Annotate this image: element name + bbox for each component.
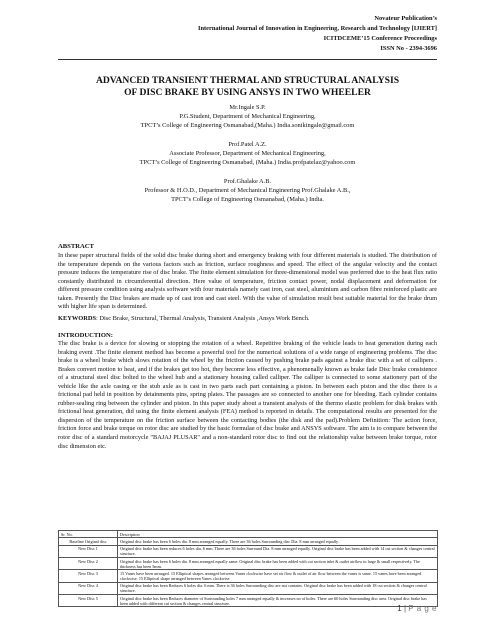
- author-list: [58, 103, 437, 213]
- table-cell: New Disc 2: [59, 557, 118, 569]
- introduction-heading: INTRODUCTION:: [58, 332, 113, 339]
- table-header-row: [59, 531, 438, 538]
- keywords-label: KEYWORDS: [58, 315, 96, 322]
- table-cell: New Disc 4: [59, 582, 118, 594]
- table-cell: New Disc 1: [59, 545, 118, 557]
- table-row: [59, 595, 438, 607]
- abstract-heading: ABSTRACT: [58, 243, 94, 250]
- title-line-1: ADVANCED TRANSIENT THERMAL AND STRUCTURAL ANALYSIS: [95, 75, 400, 86]
- author-role: P.G.Student, Department of Mechanical Engineering,: [179, 113, 316, 121]
- author-role: Associate Professor, Department of Mechanical Engineering,: [169, 149, 326, 157]
- disc-variants-table: [58, 530, 438, 607]
- table-cell: Original disc brake has been Reduces 6 holes dia. 6 mm. There is 36 holes Surrounding disc are not contains. Original disc brake has been added with 18 cut section & changes central structure.: [118, 582, 438, 594]
- table-row: [59, 557, 438, 569]
- table-row: [59, 582, 438, 594]
- table-cell: Original disc brake has been reduces 6 holes dia. 6 mm. There are 36 holes Surround Dia. 8 mm arranged equally. Original disc brake has been added with 14 cut section & changes central structure.: [118, 545, 438, 557]
- conference-name: ICITDCEME’15 Conference Proceedings: [323, 35, 437, 42]
- title-line-2: OF DISC BRAKE BY USING ANSYS IN TWO WHEELER: [124, 86, 371, 98]
- page-number: 1: [397, 604, 402, 613]
- author-affiliation: TPCT’s College of Engineering Osmanabad, (Maha.) India.: [171, 195, 324, 203]
- publisher-name: Novateur Publication’s: [374, 15, 437, 22]
- table-cell: Original disc brake has been Reduces diameter of Surrounding holes 7 mm arranged equally & increases no of holes. There are 60 holes Surrounding disc area. Original disc brake has been added with different cut section & changes central structure.: [118, 595, 438, 607]
- author-role: Professor & H.O.D., Department of Mechanical Engineering Prof.Ghalake A.B.,: [144, 186, 351, 194]
- author-name: Prof.Patel A.Z.: [228, 140, 267, 148]
- table-cell: Original disc brake has been 6 holes dia. 8 mm arranged equally. There are 36 holes Surrounding disc Dia. 8 mm arranged equally.: [118, 538, 438, 545]
- table-row: [59, 570, 438, 582]
- keywords-line: [58, 315, 437, 322]
- page-footer: [397, 604, 437, 613]
- table-row: [59, 545, 438, 557]
- keywords-text: : Disc Brake, Structural, Thermal Analysis, Transient Analysis ,Ansys Work Bench.: [96, 315, 310, 322]
- author-name: Mr.Ingale S.P.: [229, 104, 266, 111]
- table-cell: New Disc 3: [59, 570, 118, 582]
- introduction-text: The disc brake is a device for slowing or stopping the rotation of a wheel. Repetitive braking of the vehicle leads to heat generation during each braking event .The finite element method has become a powerful tool for the numerical solutions of a wide range of engineering problems. The disc brake is a wheel brake which slows rotation of the wheel by the friction caused by pushing brake pads against a brake disc with a set of callipers . Brakes convert motion to heat, and if the brakes get too hot, they become less effective, a phenomenally known as brake fade Disc brake consistence of a structural steel disc bolted to the wheel hub and a stationary housing called calliper. The calliper is connected to some stationery part of the vehicle like the axle casing or the stub axle as is cast in two parts each part containing a piston. In between each piston and the disc there is a frictional pad held in position by detainments pins, spring plates. The passages are so connected to another one for bleeding. Each cylinder contains rubber-sealing ring between the cylinder and piston. In this paper study about a transient analysis of the thermo elastic problem for disk brakes with frictional heat generation, did using the finite element analysis (FEA) method is reported in details. The computational results are presented for the dispersion of the temperature on the friction surface between the contacting bodies (the disk and the pad).Problem Definition: The action force, friction force and brake torque on rotor disc are studied by the basic formulae of disc brake and ANSYS software. The aim is to compare between the rotor disc of a standard motorcycle "BAJAJ PLUSAR" and a non-standard rotor disc to find out the relationship value between brake torque, rotor disc dimension etc.: [58, 340, 437, 450]
- footer-separator: |: [403, 604, 407, 613]
- page-label: P a g e: [408, 604, 437, 613]
- table-row: [59, 538, 438, 545]
- table-cell: New Disc 5: [59, 595, 118, 607]
- table-cell: Baseline Original disc: [59, 538, 118, 545]
- author-affiliation: TPCT’s College of Engineering Osmanabad,(Maha.) India.sonikingale@gmail.com: [140, 122, 355, 130]
- author-name: Prof.Ghalake A.B.: [223, 177, 272, 185]
- table-cell: Original disc brake has been 6 holes dia. 8 mm arranged equally same. Original disc brake has been added with cut section inlet & outlet airflow in large & small respectively. The thickness has been 5mm.: [118, 557, 438, 569]
- issn-number: ISSN No - 2394-3696: [380, 45, 437, 52]
- author-block: [58, 103, 437, 130]
- header-divider: [58, 59, 437, 60]
- author-affiliation: TPCT’s College of Engineering Osmanabad, (Maha.) India.profpatelaz@yahoo.com: [139, 158, 356, 166]
- journal-header: [198, 14, 437, 54]
- table-header-cell: Description: [118, 531, 438, 538]
- paper-title: [58, 75, 437, 98]
- author-block: [58, 177, 437, 204]
- table-header-cell: Sr. No.: [59, 531, 118, 538]
- author-block: [58, 140, 437, 167]
- abstract-text: In these paper structural fields of the solid disc brake during short and emergency braking with four different materials is studied. The distribution of the temperature depends on the various factors such as friction, surface roughness and speed. The effect of the angular velocity and the contact pressure induces the temperature rise of disc brake. The finite element simulation for three-dimensional model was preferred due to the heat flux ratio constantly distributed in circumferential direction. Here value of temperature, friction contact power, nodal displacement and deformation for different pressure condition using analysis software with four materials namely cast iron, cast steel, aluminium and carbon fibre reinforced plastic are taken. Presently the Disc brakes are made up of cast iron and cast steel. With the value of simulation result best suitable material for the brake drum with higher life span is determined.: [58, 252, 437, 311]
- journal-name: International Journal of Innovation in Engineering, Research and Technology [IJIERT]: [198, 25, 437, 32]
- table-cell: 15 Vanes have been arranged. 15 Elliptical shapes arranged between Vanes clockwise have set air flow & outlet of air flow between the vanes is same. 15 vanes have been arranged clockwise. 15 Elliptical shape arranged between Vanes clockwise: [118, 570, 438, 582]
